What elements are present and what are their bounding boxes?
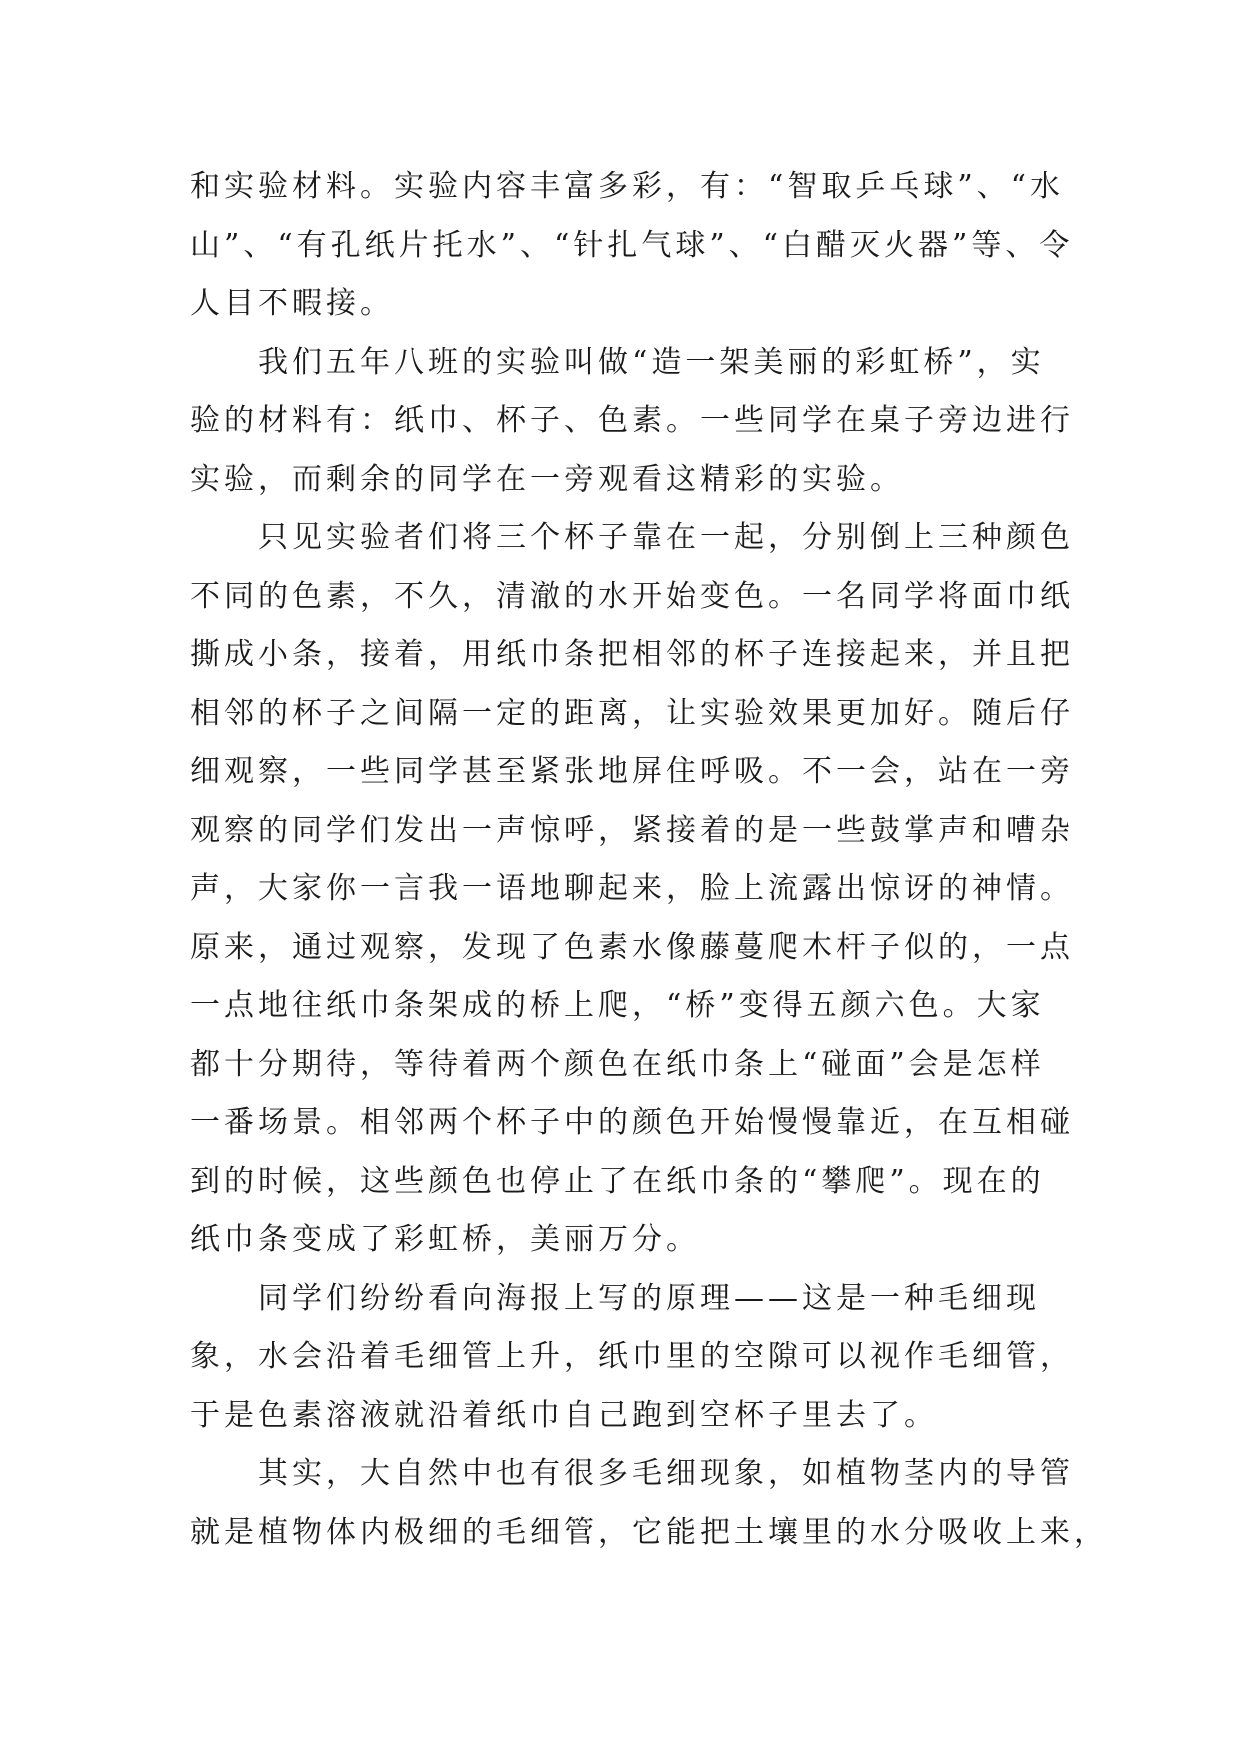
text-line: 相邻的杯子之间隔一定的距离，让实验效果更加好。随后仔 xyxy=(190,695,1074,731)
text-line: 实验，而剩余的同学在一旁观看这精彩的实验。 xyxy=(190,461,904,497)
text-line: 不同的色素，不久，清澈的水开始变色。一名同学将面巾纸 xyxy=(190,578,1074,614)
text-line: 一番场景。相邻两个杯子中的颜色开始慢慢靠近，在互相碰 xyxy=(190,1105,1074,1140)
text-line: 其实，大自然中也有很多毛细现象，如植物茎内的导管 xyxy=(258,1456,1074,1491)
text-line: 就是植物体内极细的毛细管，它能把土壤里的水分吸收上来， xyxy=(190,1514,1108,1550)
paragraph-5 xyxy=(190,1445,1108,1562)
text-line: 验的材料有：纸巾、杯子、色素。一些同学在桌子旁边进行 xyxy=(190,403,1074,438)
text-line: 和实验材料。实验内容丰富多彩，有：“智取乒乓球”、“水 xyxy=(190,169,1065,204)
text-line: 观察的同学们发出一声惊呼，紧接着的是一些鼓掌声和嘈杂 xyxy=(190,812,1074,848)
text-line: 人目不暇接。 xyxy=(190,286,394,321)
text-line: 同学们纷纷看向海报上写的原理——这是一种毛细现 xyxy=(258,1280,1040,1316)
text-line: 都十分期待，等待着两个颜色在纸巾条上“碰面”会是怎样 xyxy=(190,1046,1045,1082)
text-line: 一点地往纸巾条架成的桥上爬，“桥”变得五颜六色。大家 xyxy=(190,988,1045,1023)
paragraph-3 xyxy=(190,509,1074,1270)
text-line: 纸巾条变成了彩虹桥，美丽万分。 xyxy=(190,1222,700,1257)
paragraph-1 xyxy=(190,158,1074,334)
text-line: 只见实验者们将三个杯子靠在一起，分别倒上三种颜色 xyxy=(258,520,1074,555)
text-line: 声，大家你一言我一语地聊起来，脸上流露出惊讶的神情。 xyxy=(190,871,1074,906)
text-line: 撕成小条，接着，用纸巾条把相邻的杯子连接起来，并且把 xyxy=(190,637,1074,672)
text-line: 象，水会沿着毛细管上升，纸巾里的空隙可以视作毛细管， xyxy=(190,1339,1074,1374)
document-body xyxy=(190,158,1108,1562)
paragraph-4 xyxy=(190,1270,1074,1446)
text-line: 原来，通过观察，发现了色素水像藤蔓爬木杆子似的，一点 xyxy=(190,929,1074,965)
text-line: 细观察，一些同学甚至紧张地屏住呼吸。不一会，站在一旁 xyxy=(190,754,1074,789)
text-line: 我们五年八班的实验叫做“造一架美丽的彩虹桥”，实 xyxy=(258,344,1045,380)
text-line: 于是色素溶液就沿着纸巾自己跑到空杯子里去了。 xyxy=(190,1397,938,1433)
text-line: 山”、“有孔纸片托水”、“针扎气球”、“白醋灭火器”等、令 xyxy=(190,227,1074,263)
paragraph-2 xyxy=(190,334,1074,510)
text-line: 到的时候，这些颜色也停止了在纸巾条的“攀爬”。现在的 xyxy=(190,1163,1045,1199)
